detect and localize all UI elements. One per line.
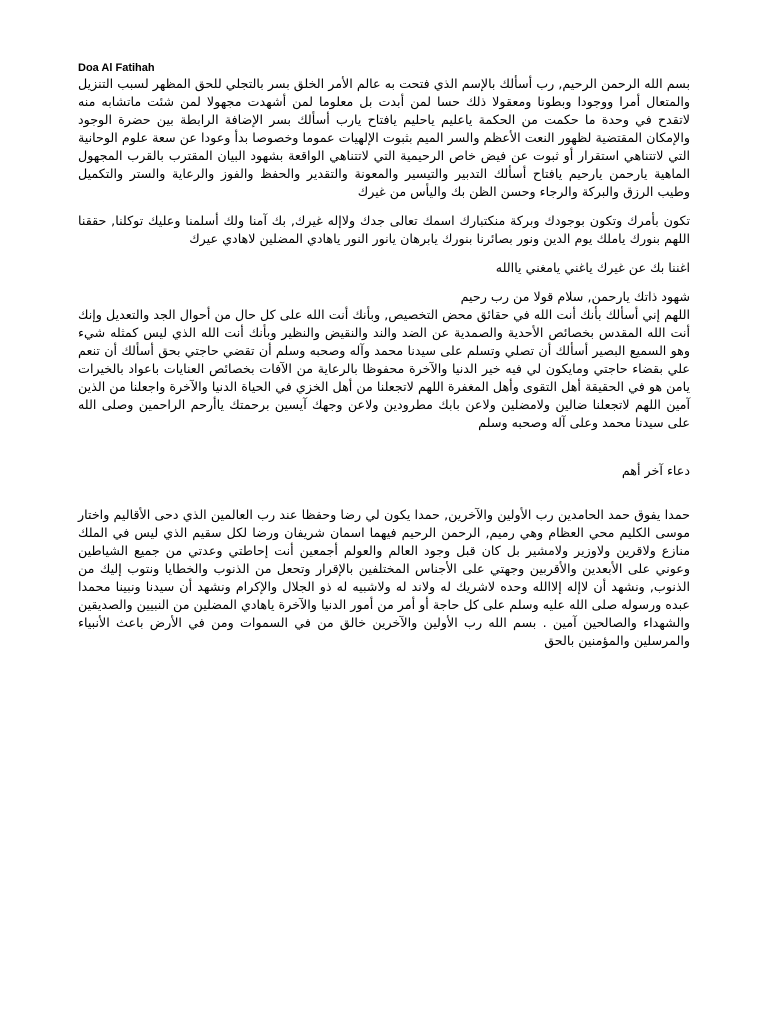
prayer-paragraph-5: اللهم إني أسألك بأنك أنت الله في حقائق محض التخصيص, وبأنك أنت الله على كل حال من أحوال الجد والتعديل وإنك أنت الله المقدس بخصائص الأحدية والصمدية عن الضد والند والنقيض والنظير وبأنك أنت الله الذي ليس كمثله شيء وهو السميع البصير أسألك أن تصلي وتسلم على سيدنا محمد وآله وصحبه وسلم أن تقضي حاجتي بحق أسألك أن تنعم علي بقضاء حاجتي ومايكون لي فيه خير الدنيا والآخرة محفوظا بالرعاية من الآفات بخصائص العنايات باعواد بالخيرات يامن هو في الحقيقة أهل التقوى وأهل المغفرة اللهم لاتجعلنا من أهل الخزي في الحياة الدنيا والآخرة واجعلنا من الذين آمين اللهم لاتجعلنا ضالين ولامضلين ولاعن بابك مطرودين ولاعن وجهك آيسين برحمتك ياأرحم الراحمين وصلى الله على سيدنا محمد وعلى آله وصحبه وسلم bbox=[78, 307, 690, 430]
section-heading: دعاء آخر أهم bbox=[621, 463, 690, 478]
prayer-paragraph-3: اغننا بك عن غيرك ياغني يامغني ياالله bbox=[495, 260, 690, 275]
document-title: Doa Al Fatihah bbox=[78, 62, 155, 74]
glyph-row-separator bbox=[78, 248, 690, 259]
document-body bbox=[78, 75, 690, 650]
prayer-paragraph-4: شهود ذاتك يارحمن, سلام قولا من رب رحيم bbox=[460, 289, 690, 304]
glyph-row-separator bbox=[78, 277, 690, 288]
prayer-paragraph-2: تكون بأمرك وتكون بوجودك وبركة منكتبارك اسمك تعالى جدك ولاإله غيرك, بك آمنا ولك أسلمنا وعليك توكلنا, حققنا اللهم بنورك ياملك يوم الدين ونور بصائرنا بنورك يابرهان يانور النور ياهادي المضلين لاهادي عيرك bbox=[78, 213, 690, 246]
prayer-paragraph-6: حمدا يفوق حمد الحامدين رب الأولين والآخرين, حمدا يكون لي رضا وحفظا عند رب العالمين الذي دحى الأقاليم واختار موسى الكليم محي العظام وهي رميم, الرحمن الرحيم فيهما اسمان شريفان ورضا لكل سقيم الذي ليس في الملك منازع ولاقرين ولاوزير ولامشير بل كان قبل وجود العالم والعولم أجمعين أنت إحاطتي وعدتي من جميع الشياطين وعوني على الأبعدين والأقربين وجهتي على الأجناس المختلفين بالإقرار وتحعل من الذنوب والخطايا ونتوب إليك من الذنوب, ونشهد أن لاإله إلاالله وحده لاشريك له ولاند له ولاشبيه له ذو الجلال والإكرام ونشهد أن سيدنا ونبينا محمدا عبده ورسوله صلى الله عليه وسلم على كل حاجة أو أمر من أمور الدنيا والآخرة ياهادي المضلين من النبيين والصديقين والشهداء والصالحين آمين . بسم الله رب الأولين والآخرين خالق من في السموات ومن في الأرض باعث الأنبياء والمرسلين والمؤمنين بالحق bbox=[78, 507, 690, 648]
glyph-row-separator bbox=[78, 201, 690, 212]
prayer-paragraph-1: بسم الله الرحمن الرحيم, رب أسألك بالإسم الذي فتحت به عالم الأمر الخلق بسر بالتجلي للحق المظهر لسبب التنزيل والمتعال أمرا ووجودا وبطونا ومعقولا ذلك حسا لمن أبدت بل معلوما لمن أشهدت مجهولا لمن شئت ماتشابه منه لاتقدح في وحدة ما حكمت من الحكمة ياعليم ياحليم يافتاح يارب أسألك بسر الإضافة الرابطة بين حضرة الوجود والإمكان المقتضية لظهور النعت الأعظم والسر الميم بثبوت الإلهيات عموما وخصوصا بدأ وعودا عن سعة علوم الوحانية التي لاتتناهي استقرار أو ثبوت عن فيض خاص الرحيمية التي لاتتناهي الواقعة بشهود البيان المقترب بالقرب المجهول الماهية يارحمن يارحيم يافتاح أسألك التدبير والتيسير والمعونة والتقدير والحفظ والفوز والرعاية والستر والتكميل وطيب الرزق والبركة والرجاء وحسن الظن بك واليأس من غيرك bbox=[78, 76, 690, 199]
